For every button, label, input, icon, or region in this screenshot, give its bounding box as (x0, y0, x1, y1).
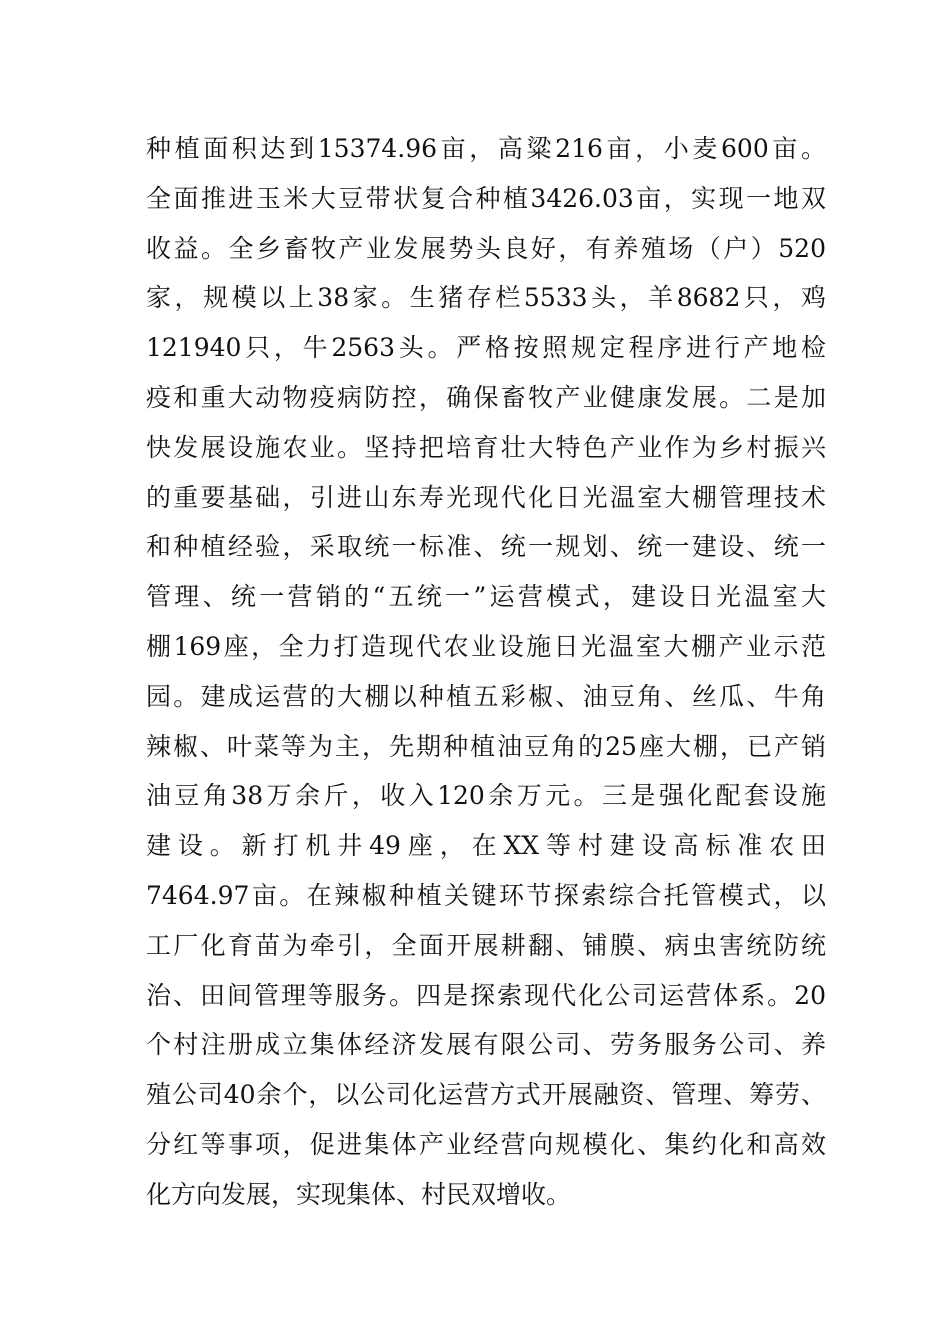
text-line: 全面推进玉米大豆带状复合种植3426.03亩，实现一地双 (146, 183, 826, 213)
text-line: 7464.97亩。在辣椒种植关键环节探索综合托管模式，以 (146, 880, 826, 910)
text-line: 治、田间管理等服务。四是探索现代化公司运营体系。20 (146, 980, 826, 1010)
text-line: 和种植经验，采取统一标准、统一规划、统一建设、统一 (146, 532, 826, 562)
text-line: 分红等事项，促进集体产业经营向规模化、集约化和高效 (146, 1129, 826, 1159)
text-line: 园。建成运营的大棚以种植五彩椒、油豆角、丝瓜、牛角 (146, 681, 826, 711)
text-line: 快发展设施农业。坚持把培育壮大特色产业作为乡村振兴 (146, 432, 826, 462)
text-line: 辣椒、叶菜等为主，先期种植油豆角的25座大棚，已产销 (146, 731, 826, 761)
text-line: 疫和重大动物疫病防控，确保畜牧产业健康发展。二是加 (146, 382, 826, 412)
text-line: 的重要基础，引进山东寿光现代化日光温室大棚管理技术 (146, 482, 826, 512)
text-line: 殖公司40余个，以公司化运营方式开展融资、管理、筹劳、 (146, 1080, 826, 1110)
text-line: 管理、统一营销的“五统一”运营模式，建设日光温室大 (146, 582, 826, 612)
text-line: 收益。全乡畜牧产业发展势头良好，有养殖场（户）520 (146, 233, 826, 263)
text-line: 工厂化育苗为牵引，全面开展耕翻、铺膜、病虫害统防统 (146, 930, 826, 960)
text-line: 家，规模以上38家。生猪存栏5533头，羊8682只，鸡 (146, 283, 826, 313)
text-line: 油豆角38万余斤，收入120余万元。三是强化配套设施 (146, 781, 826, 811)
text-line: 建设。新打机井49座，在XX等村建设高标准农田 (146, 831, 826, 861)
text-line: 化方向发展，实现集体、村民双增收。 (146, 1179, 572, 1209)
text-line: 种植面积达到15374.96亩，高粱216亩，小麦600亩。 (146, 134, 826, 163)
text-line: 个村注册成立集体经济发展有限公司、劳务服务公司、养 (146, 1030, 826, 1060)
body-paragraph (146, 124, 826, 1220)
text-line: 121940只，牛2563头。严格按照规定程序进行产地检 (146, 333, 826, 363)
text-line: 棚169座，全力打造现代农业设施日光温室大棚产业示范 (146, 631, 826, 661)
